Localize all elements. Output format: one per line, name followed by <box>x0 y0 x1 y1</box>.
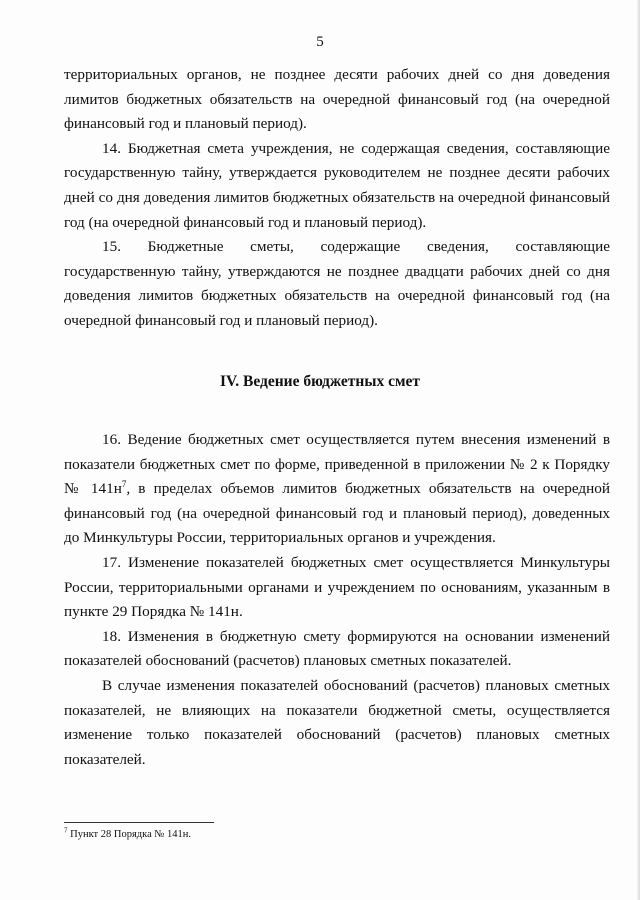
footnote-separator <box>64 822 214 823</box>
page-number: 5 <box>316 34 324 50</box>
paragraph-18: 18. Изменения в бюджетную смету формируются на основании изменений показателей обоснований (расчетов) плановых сметных показателей. <box>64 627 610 670</box>
paragraph-16 <box>64 428 610 551</box>
section-heading: IV. Ведение бюджетных смет <box>220 373 420 390</box>
paragraph-18-continuation: В случае изменения показателей обоснований (расчетов) плановых сметных показателей, не влияющих на показатели бюджетной сметы, осуществляется изменение только показателей обоснований (расчетов) плановых сметных показателей. <box>64 676 610 768</box>
text-block-bottom <box>64 428 610 772</box>
footnote <box>64 826 191 840</box>
paragraph-continuation: территориальных органов, не позднее десяти рабочих дней со дня доведения лимитов бюджетных обязательств на очередной финансовый год (на очередной финансовый год и плановый период). <box>64 66 610 133</box>
text-block-top <box>64 63 610 334</box>
paragraph-16-text-b: , в пределах объемов лимитов бюджетных обязательств на очередной финансовый год (на очередной финансовый год и плановый период), доведенных до Минкультуры России, территориальных органов и учреждения. <box>64 480 610 547</box>
paragraph-15: 15. Бюджетные сметы, содержащие сведения, составляющие государственную тайну, утверждаются не позднее двадцати рабочих дней со дня доведения лимитов бюджетных обязательств на очередной финансовый год (на очередной финансовый год и плановый период). <box>64 238 610 329</box>
footnote-text: Пункт 28 Порядка № 141н. <box>67 829 191 840</box>
footnote-mark: 7 <box>64 826 68 835</box>
footnote-reference: 7 <box>121 479 127 490</box>
paragraph-17: 17. Изменение показателей бюджетных смет осуществляется Минкультуры России, территориальными органами и учреждением по основаниям, указанным в пункте 29 Порядка № 141н. <box>64 553 610 621</box>
paragraph-16-text-a: 16. Ведение бюджетных смет осуществляется путем внесения изменений в показатели бюджетных смет по форме, приведенной в приложении № 2 к Порядку № 141н <box>64 431 610 498</box>
paragraph-14: 14. Бюджетная смета учреждения, не содержащая сведения, составляющие государственную тайну, утверждается руководителем не позднее десяти рабочих дней со дня доведения лимитов бюджетных обязательств на очередной финансовый год (на очередной финансовый год и плановый период). <box>64 139 610 231</box>
